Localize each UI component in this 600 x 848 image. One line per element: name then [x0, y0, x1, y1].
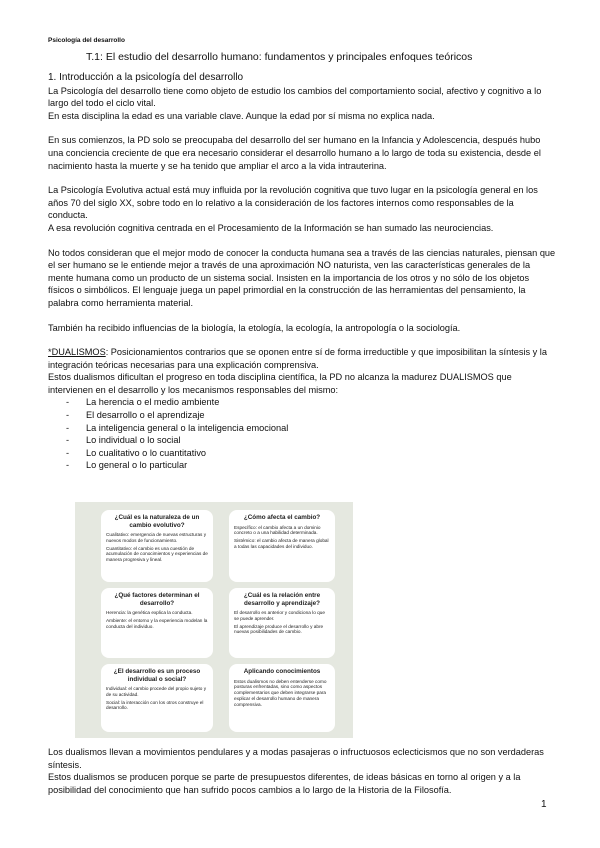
dualismos-infographic — [75, 502, 353, 738]
page-number: 1 — [541, 799, 547, 810]
card-title: ¿Cuál es la naturaleza de un cambio evolutivo? — [114, 514, 200, 529]
card-text: Cuantitativo: el cambio es una cuestión de acumulación de conocimientos y experiencias de manera progresiva y lineal. — [106, 545, 208, 563]
paragraph: Los dualismos llevan a movimientos pendulares y a modas pasajeras o infructuosos eclecticismos que no son verdaderas síntesis. — [48, 747, 544, 770]
card-text: Estos dualismos no deben entenderse como posturas enfrentadas, sino como aspectos complementarios que deben integrarse para explicar el desarrollo humano de manera comprensiva. — [234, 678, 327, 707]
list-item: - Lo individual o lo social — [66, 434, 556, 447]
card-title: ¿Qué factores determinan el desarrollo? — [114, 592, 200, 607]
paragraph: En esta disciplina la edad es una variable clave. Aunque la edad por sí misma no explica nada. — [48, 110, 435, 121]
info-card — [101, 588, 213, 658]
list-item: - La herencia o el medio ambiente — [66, 396, 556, 409]
paragraph: En sus comienzos, la PD solo se preocupaba del desarrollo del ser humano en la Infancia y Adolescencia, después hubo una conciencia creciente de que era necesario considerar el desarrollo humano a lo largo de toda su existencia, desde el nacimiento hasta la muerte y se ha tenido que ampliar el arco a la vida intrauterina. — [48, 135, 541, 171]
paragraph: Estos dualismos dificultan el progreso en toda disciplina científica, la PD no alcanza la madurez DUALISMOS que intervienen en el desarrollo y los mecanismos responsables del mismo: — [48, 372, 512, 395]
dualismos-rest: : Posicionamientos contrarios que se oponen entre sí de forma irreductible y que imposibilitan la síntesis y la integración teóricas necesarias para una explicación comprensiva. — [48, 347, 547, 370]
info-card — [229, 510, 335, 582]
card-text: El desarrollo es anterior y condiciona lo que se puede aprender. — [234, 610, 325, 621]
card-title: ¿El desarrollo es un proceso individual o social? — [113, 668, 201, 683]
card-text: Ambiente: el entorno y la experiencia modelan la conducta del individuo. — [106, 617, 208, 629]
list-item: - Lo cualitativo o lo cuantitativo — [66, 447, 556, 460]
card-text: Cualitativo: emergencia de nuevas estructuras y nuevos modos de funcionamiento. — [106, 532, 207, 543]
list-item: - El desarrollo o el aprendizaje — [66, 409, 556, 422]
card-text: El aprendizaje produce el desarrollo y abre nuevas posibilidades de cambio. — [234, 623, 324, 635]
list-item: - La inteligencia general o la inteligencia emocional — [66, 422, 556, 435]
paragraph: A esa revolución cognitiva centrada en el Procesamiento de la Información se han sumado las neurociencias. — [48, 222, 494, 233]
card-title: ¿Cómo afecta el cambio? — [243, 514, 321, 521]
paragraph: La Psicología del desarrollo tiene como objeto de estudio los cambios del comportamiento social, afectivo y cognitivo a lo largo del todo el ciclo vital. — [48, 85, 542, 109]
info-card — [101, 510, 213, 582]
list-item: - Lo general o lo particular — [66, 459, 556, 472]
info-card — [229, 588, 335, 658]
page-title: T.1: El estudio del desarrollo humano: fundamentos y principales enfoques teóricos — [86, 51, 473, 63]
closing-text — [48, 746, 556, 796]
card-text: Específico: el cambio afecta a un dominio concreto o a una habilidad determinada. — [234, 524, 321, 536]
dualismos-definition — [48, 346, 556, 371]
main-text — [48, 72, 556, 472]
card-text: Herencia: la genética explica la conducta. — [106, 610, 193, 615]
paragraph: Estos dualismos se producen porque se parte de presupuestos diferentes, de ideas básicas en torno al origen y a la posibilidad del conocimiento que han sufrido pocos cambios a lo largo de la Historia de la Filosofía. — [48, 772, 521, 795]
card-title: Aplicando conocimientos — [243, 668, 321, 675]
paragraph: También ha recibido influencias de la biología, la etología, la ecología, la antropología o la sociología. — [48, 322, 461, 333]
info-card — [101, 664, 213, 732]
card-text: Individual: el cambio procede del propio sujeto y de su actividad. — [106, 686, 207, 697]
info-card — [229, 664, 335, 732]
card-text: Social: la interacción con los otros construye el desarrollo. — [106, 699, 204, 711]
card-text: Sistémico: el cambio afecta de manera global a todas las capacidades del individuo. — [234, 538, 329, 549]
card-title: ¿Cuál es la relación entre desarrollo y aprendizaje? — [243, 592, 321, 607]
dualismos-star: * — [48, 347, 52, 358]
dualismos-term: DUALISMOS — [51, 347, 106, 358]
running-header: Psicología del desarrollo — [48, 37, 125, 44]
dualismos-list — [48, 396, 556, 472]
paragraph: La Psicología Evolutiva actual está muy influida por la revolución cognitiva que tuvo lugar en la psicología general en los años 70 del siglo XX, sobre todo en lo relativo a la consideración de los factores internos como responsables de la conducta. — [48, 185, 538, 221]
section-heading: 1. Introducción a la psicología del desarrollo — [48, 72, 244, 83]
paragraph: No todos consideran que el mejor modo de conocer la conducta humana sea a través de las ciencias naturales, piensan que el ser humano se le entiende mejor a través de una aproximación NO naturista, ven las características generales de la mente humana como un producto de un sistema social. Insisten en la importancia de los otros y no sólo de los objetos físicos o simbólicos. El lenguaje juega un papel primordial en la construcción de las herramientas del pensamiento, la palabra como herramienta material. — [48, 247, 556, 308]
